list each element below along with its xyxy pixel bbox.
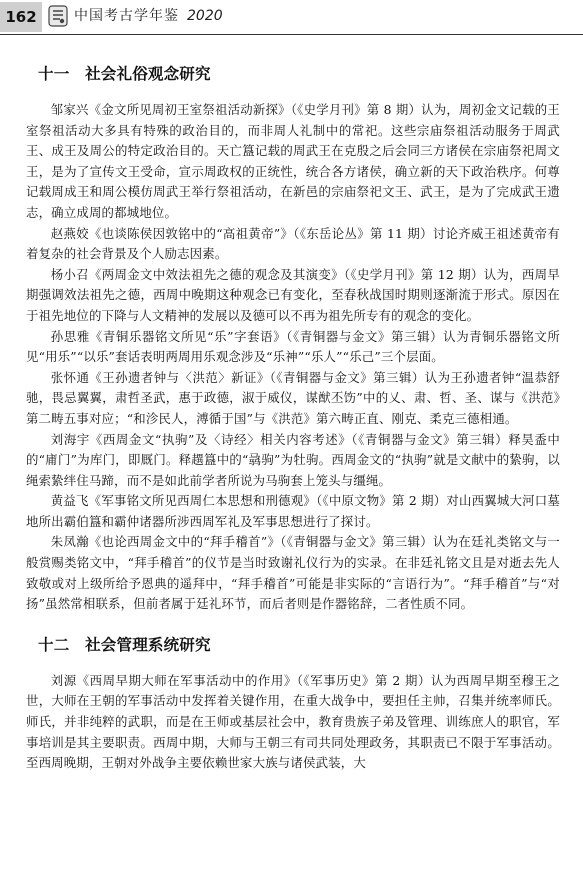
page-header [0,0,583,36]
journal-title: 中国考古学年鉴 [74,8,179,24]
book-emblem-icon [48,5,68,27]
section-title: 十二 社会管理系统研究 [38,635,211,654]
page-number: 162 [0,2,42,32]
paragraph: 孙思雅《青铜乐器铭文所见“乐”字套语》（《青铜器与金文》第三辑）认为青铜乐器铭文所见“用乐”“以乐”套话表明两周用乐观念涉及“乐神”“乐人”“乐己”三个层面。 [26,328,560,365]
section-title: 十一 社会礼俗观念研究 [38,65,211,83]
journal-title-line [74,6,223,26]
paragraph: 邹家兴《金文所见周初王室祭祖活动新探》（《史学月刊》第 8 期）认为，周初金文记载的王室祭祖活动大多具有特殊的政治目的，而非周人礼制中的常祀。这些宗庙祭祖活动服务于周武王、成王及周公的特定政治目的。天亡簋记载的周武王在克殷之后会同三方诸侯在宗庙祭祀周文王，是为了宣传文王受命，宣示周政权的正统性，统合各方诸侯，确立新的天下政治秩序。何尊记载周成王和周公模仿周武王举行祭祖活动，在新邑的宗庙祭祀文王、武王，是为了完成武王遗志，确立成周的都城地位。 [26,102,560,220]
paragraph: 朱凤瀚《也论西周金文中的“拜手稽首”》（《青铜器与金文》第三辑）认为在廷礼类铭文与一般赏赐类铭文中，“拜手稽首”的仪节是当时致谢礼仪行为的实录。在非廷礼铭文且是对逝去先人致敬或对上级所给予恩典的遥拜中，“拜手稽首”可能是非实际的“言语行为”。“拜手稽首”与“对扬”虽然常相联系，但前者属于廷礼环节，而后者则是作器铭辞，二者性质不同。 [26,534,560,612]
article-body [26,62,560,774]
paragraph: 杨小召《两周金文中效法祖先之德的观念及其演变》（《史学月刊》第 12 期）认为，西周早期强调效法祖先之德，西周中晚期这种观念已有变化，至春秋战国时期则逐渐流于形式。原因在于祖先地位的下降与人文精神的发展以及德可以不再为祖先所专有的观念的变化。 [26,266,560,323]
paragraph: 刘海宇《西周金文“执驹”及〈诗经〉相关内容考述》（《青铜器与金文》第三辑）释昊盉中的“庯门”为库门，即厩门。释趩簋中的“骉驹”为牡驹。西周金文的“执驹”就是文献中的絷驹，以绳索絷绊住马蹄，而不是如此前学者所说为马驹套上笼头与缰绳。 [26,431,560,488]
paragraph: 张怀通《王孙遗者钟与〈洪范〉新证》（《青铜器与金文》第三辑）认为王孙遗者钟“温恭舒驰，畏忌翼翼，肃哲圣武，惠于政德，淑于威仪，谋猷丕饬”中的乂、肃、哲、圣、谋与《洪范》第二畴五事对应；“和沴民人，溥循于国”与《洪范》第六畴正直、刚克、柔克三德相通。 [26,369,560,426]
journal-year: 2020 [187,8,223,24]
paragraph: 刘源《西周早期大师在军事活动中的作用》（《军事历史》第 2 期）认为西周早期至穆王之世，大师在王朝的军事活动中发挥着关键作用，在重大战争中，要担任主帅，召集并统率师氏。师氏，并非纯粹的武职，而是在王师或基层社会中，教育贵族子弟及管理、训练庶人的职官，军事培训是其主要职责。西周中期，大师与王朝三有司共同处理政务，其职责已不限于军事活动。至西周晚期，王朝对外战争主要依赖世家大族与诸侯武装，大 [26,672,560,771]
paragraph: 赵燕姣《也谈陈侯因敦铭中的“高祖黄帝”》（《东岳论丛》第 11 期）讨论齐威王祖述黄帝有着复杂的社会背景及个人励志因素。 [26,225,560,262]
paragraph: 黄益飞《军事铭文所见西周仁本思想和刑德观》（《中原文物》第 2 期）对山西翼城大河口墓地所出霸伯簋和霸仲诸器所涉西周军礼及军事思想进行了探讨。 [26,493,560,529]
header-rule [0,34,583,35]
